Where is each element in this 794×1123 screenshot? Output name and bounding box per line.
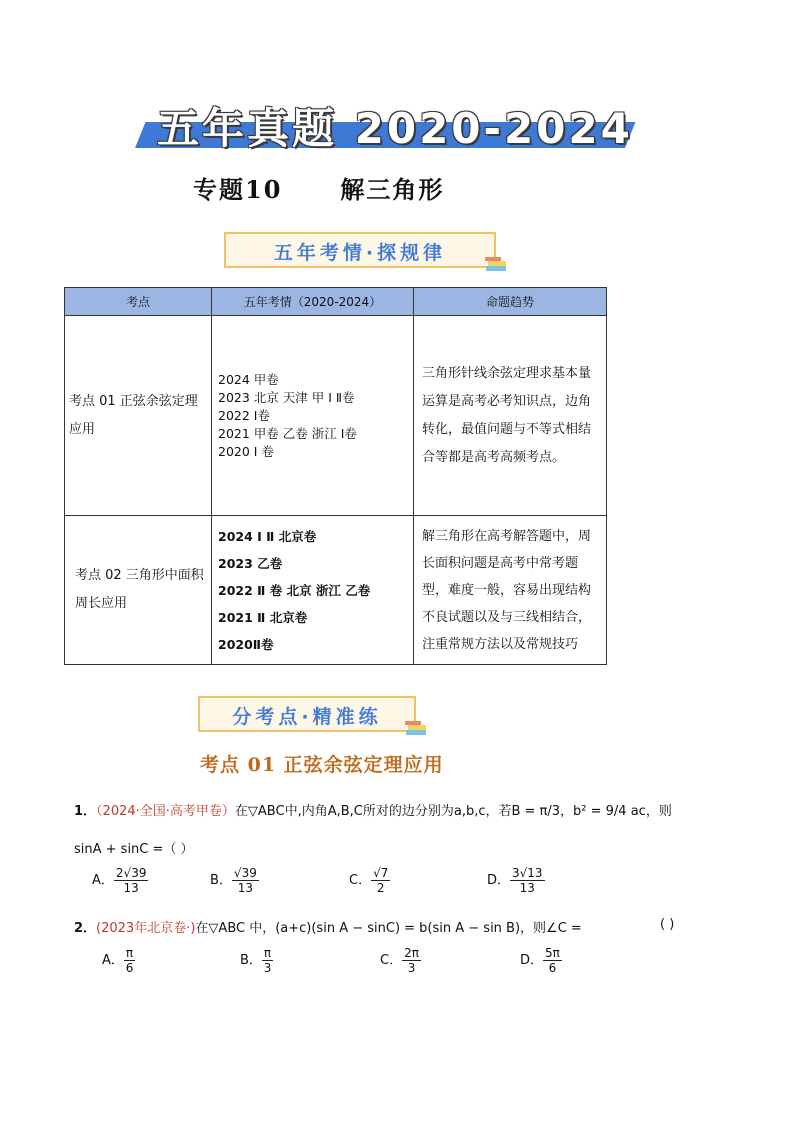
row-years xyxy=(212,516,414,665)
books-icon xyxy=(484,256,508,272)
option-label: B． xyxy=(210,873,232,888)
row-trend: 三角形针线余弦定理求基本量运算是高考必考知识点，边角转化，最值问题与不等式相结合等都是高考高频考点。 xyxy=(414,316,607,516)
row-trend: 解三角形在高考解答题中，周长面积问题是高考中常考题型，难度一般，容易出现结构不良试题以及与三线相结合，注重常规方法以及常规技巧 xyxy=(414,516,607,665)
option-label: A． xyxy=(102,953,124,968)
year-line: 2021 甲卷 乙卷 浙江 Ⅰ卷 xyxy=(218,425,357,441)
option-label: D． xyxy=(487,873,511,888)
banner-title: 五年真题 2020-2024 xyxy=(157,104,633,153)
question-number: 2． xyxy=(74,921,97,936)
fraction-numerator: π xyxy=(125,946,134,960)
question-source: (2023年北京卷·) xyxy=(96,921,196,936)
question-2 xyxy=(74,917,582,936)
row-point: 考点 02 三角形中面积周长应用 xyxy=(65,516,212,665)
topic-title xyxy=(193,170,444,205)
books-icon xyxy=(404,720,428,736)
fraction-numerator: π xyxy=(263,946,272,960)
year-line: 2022 Ⅱ 卷 北京 浙江 乙卷 xyxy=(218,582,371,598)
option-d[interactable] xyxy=(487,866,545,895)
option-b[interactable] xyxy=(210,866,259,895)
table-row xyxy=(65,516,607,665)
fraction-denominator: 3 xyxy=(407,961,416,975)
fraction xyxy=(510,866,545,895)
fraction-numerator: 2π xyxy=(404,946,419,960)
year-line: 2023 乙卷 xyxy=(218,555,283,571)
section-tag-trends xyxy=(224,232,496,268)
fraction xyxy=(402,946,421,975)
year-line: 2020Ⅱ卷 xyxy=(218,636,274,652)
fraction-denominator: 13 xyxy=(123,881,139,895)
fraction xyxy=(262,946,273,975)
section-tag-label: 分考点·精准练 xyxy=(232,706,382,728)
topic-name: 解三角形 xyxy=(340,175,445,204)
section-tag-practice xyxy=(198,696,416,732)
year-line: 2021 Ⅱ 北京卷 xyxy=(218,609,308,625)
year-line: 2024 甲卷 xyxy=(218,371,279,387)
question-text: 在▽ABC 中，(a+c)(sin A − sinC) = b(sin A − sin B)，则∠C = xyxy=(195,921,582,936)
exam-trend-table xyxy=(64,287,607,665)
option-c[interactable] xyxy=(349,866,390,895)
year-line: 2020 Ⅰ 卷 xyxy=(218,443,274,459)
fraction xyxy=(543,946,562,975)
row-years xyxy=(212,316,414,516)
fraction-denominator: 13 xyxy=(237,881,254,895)
fraction-numerator: √39 xyxy=(233,866,257,880)
option-d[interactable] xyxy=(520,946,562,975)
fraction-denominator: 6 xyxy=(125,961,134,975)
option-c[interactable] xyxy=(380,946,421,975)
option-a[interactable] xyxy=(92,866,148,895)
fraction xyxy=(124,946,135,975)
fraction-numerator: 2√39 xyxy=(115,866,147,880)
option-label: B． xyxy=(240,953,262,968)
header-trend: 命题趋势 xyxy=(414,288,607,316)
fraction-numerator: 3√13 xyxy=(512,866,543,880)
section-tag-label: 五年考情·探规律 xyxy=(273,242,447,264)
table-row xyxy=(65,316,607,516)
fraction-denominator: 3 xyxy=(263,961,272,975)
fraction xyxy=(114,866,149,895)
fraction xyxy=(371,866,390,895)
question-1 xyxy=(74,800,672,819)
option-label: A． xyxy=(92,873,114,888)
fraction-denominator: 13 xyxy=(519,881,535,895)
subheading: 考点 01 正弦余弦定理应用 xyxy=(200,754,444,776)
fraction-denominator: 2 xyxy=(376,881,385,895)
answer-paren: ( ) xyxy=(660,917,675,932)
year-line: 2023 北京 天津 甲 Ⅰ Ⅱ卷 xyxy=(218,389,355,405)
option-label: D． xyxy=(520,953,544,968)
question-text: 在▽ABC中,内角A,B,C所对的边分别为a,b,c，若B = π/3，b² = 9/4 ac，则 xyxy=(234,804,672,819)
question-number: 1． xyxy=(74,804,97,819)
table-header-row xyxy=(65,288,607,316)
fraction-denominator: 6 xyxy=(548,961,557,975)
option-label: C． xyxy=(349,873,372,888)
year-line: 2024 Ⅰ Ⅱ 北京卷 xyxy=(218,528,317,544)
header-years: 五年考情（2020-2024） xyxy=(212,288,414,316)
fraction xyxy=(232,866,259,895)
row-point: 考点 01 正弦余弦定理应用 xyxy=(65,316,212,516)
fraction-numerator: √7 xyxy=(373,866,389,880)
option-a[interactable] xyxy=(102,946,135,975)
header-banner xyxy=(135,96,633,154)
header-point: 考点 xyxy=(65,288,212,316)
option-b[interactable] xyxy=(240,946,273,975)
fraction-numerator: 5π xyxy=(545,946,560,960)
question-1-line2: sinA + sinC =（ ） xyxy=(74,842,194,857)
option-label: C． xyxy=(380,953,403,968)
question-source: （2024·全国·高考甲卷） xyxy=(96,804,235,819)
year-line: 2022 Ⅰ卷 xyxy=(218,407,270,423)
topic-number: 专题10 xyxy=(193,175,283,204)
